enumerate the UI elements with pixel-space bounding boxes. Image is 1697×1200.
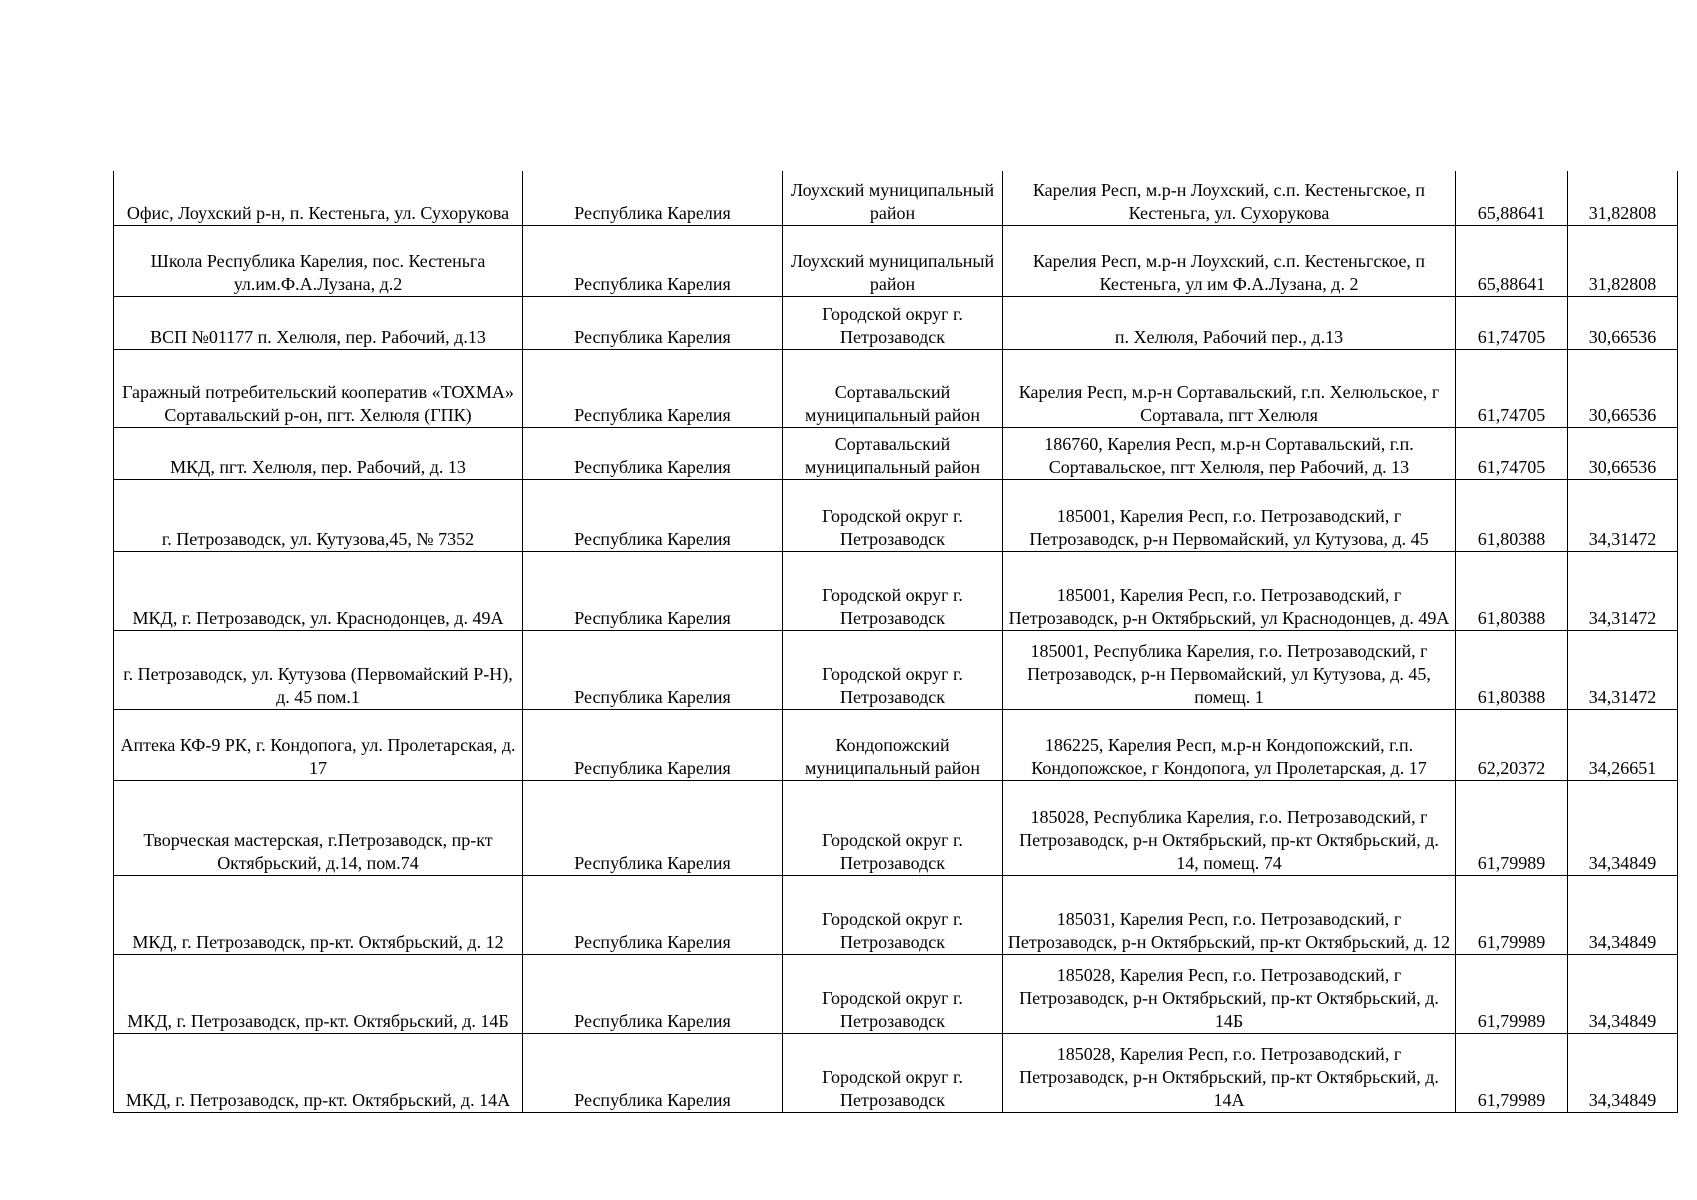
longitude-cell: 34,26651 [1568, 709, 1678, 780]
latitude-cell: 61,74705 [1456, 427, 1568, 479]
object-name-cell: г. Петрозаводск, ул. Кутузова,45, № 7352 [114, 479, 523, 551]
latitude-cell: 61,79989 [1456, 875, 1568, 954]
object-name-cell: Гаражный потребительский кооператив «ТОХМА» Сортавальский р-он, пгт. Хелюля (ГПК) [114, 349, 523, 427]
object-name-cell: МКД, г. Петрозаводск, пр-кт. Октябрьский, д. 12 [114, 875, 523, 954]
object-name-cell: г. Петрозаводск, ул. Кутузова (Первомайский Р-Н), д. 45 пом.1 [114, 630, 523, 709]
object-name-cell: Школа Республика Карелия, пос. Кестеньга ул.им.Ф.А.Лузана, д.2 [114, 225, 523, 296]
table-row [114, 171, 1678, 225]
municipality-cell: Сортавальский муниципальный район [783, 349, 1003, 427]
address-cell: 185028, Республика Карелия, г.о. Петрозаводский, г Петрозаводск, р-н Октябрьский, пр-кт Октябрьский, д. 14, помещ. 74 [1003, 780, 1456, 875]
longitude-cell: 31,82808 [1568, 171, 1678, 225]
latitude-cell: 65,88641 [1456, 171, 1568, 225]
region-cell: Республика Карелия [523, 296, 783, 349]
longitude-cell: 30,66536 [1568, 296, 1678, 349]
municipality-cell: Городской округ г. Петрозаводск [783, 479, 1003, 551]
address-cell: п. Хелюля, Рабочий пер., д.13 [1003, 296, 1456, 349]
municipality-cell: Городской округ г. Петрозаводск [783, 1033, 1003, 1112]
address-cell: 185001, Карелия Респ, г.о. Петрозаводский, г Петрозаводск, р-н Октябрьский, ул Краснодонцев, д. 49А [1003, 551, 1456, 630]
longitude-cell: 34,34849 [1568, 875, 1678, 954]
address-cell: Карелия Респ, м.р-н Сортавальский, г.п. Хелюльское, г Сортавала, пгт Хелюля [1003, 349, 1456, 427]
municipality-cell: Городской округ г. Петрозаводск [783, 630, 1003, 709]
object-name-cell: ВСП №01177 п. Хелюля, пер. Рабочий, д.13 [114, 296, 523, 349]
latitude-cell: 61,79989 [1456, 780, 1568, 875]
municipality-cell: Городской округ г. Петрозаводск [783, 296, 1003, 349]
table-row [114, 709, 1678, 780]
region-cell: Республика Карелия [523, 551, 783, 630]
address-cell: Карелия Респ, м.р-н Лоухский, с.п. Кестеньгское, п Кестеньга, ул им Ф.А.Лузана, д. 2 [1003, 225, 1456, 296]
region-cell: Республика Карелия [523, 630, 783, 709]
object-name-cell: МКД, г. Петрозаводск, ул. Краснодонцев, д. 49А [114, 551, 523, 630]
municipality-cell: Городской округ г. Петрозаводск [783, 954, 1003, 1033]
object-name-cell: МКД, г. Петрозаводск, пр-кт. Октябрьский, д. 14Б [114, 954, 523, 1033]
region-cell: Республика Карелия [523, 954, 783, 1033]
address-cell: 185028, Карелия Респ, г.о. Петрозаводский, г Петрозаводск, р-н Октябрьский, пр-кт Октябрьский, д. 14Б [1003, 954, 1456, 1033]
object-name-cell: МКД, г. Петрозаводск, пр-кт. Октябрьский, д. 14А [114, 1033, 523, 1112]
municipality-cell: Лоухский муниципальный район [783, 225, 1003, 296]
object-name-cell: МКД, пгт. Хелюля, пер. Рабочий, д. 13 [114, 427, 523, 479]
region-cell: Республика Карелия [523, 1033, 783, 1112]
longitude-cell: 34,34849 [1568, 1033, 1678, 1112]
table-row [114, 296, 1678, 349]
object-name-cell: Офис, Лоухский р-н, п. Кестеньга, ул. Сухорукова [114, 171, 523, 225]
table-row [114, 875, 1678, 954]
municipality-cell: Лоухский муниципальный район [783, 171, 1003, 225]
longitude-cell: 30,66536 [1568, 427, 1678, 479]
locations-table [113, 171, 1678, 1113]
region-cell: Республика Карелия [523, 171, 783, 225]
municipality-cell: Сортавальский муниципальный район [783, 427, 1003, 479]
table-row [114, 479, 1678, 551]
region-cell: Республика Карелия [523, 225, 783, 296]
region-cell: Республика Карелия [523, 780, 783, 875]
region-cell: Республика Карелия [523, 427, 783, 479]
table-row [114, 349, 1678, 427]
address-cell: 186225, Карелия Респ, м.р-н Кондопожский, г.п. Кондопожское, г Кондопога, ул Пролетарская, д. 17 [1003, 709, 1456, 780]
longitude-cell: 34,31472 [1568, 551, 1678, 630]
locations-table-body [114, 171, 1678, 1112]
table-row [114, 630, 1678, 709]
latitude-cell: 61,79989 [1456, 954, 1568, 1033]
address-cell: 185001, Карелия Респ, г.о. Петрозаводский, г Петрозаводск, р-н Первомайский, ул Кутузова, д. 45 [1003, 479, 1456, 551]
latitude-cell: 61,79989 [1456, 1033, 1568, 1112]
object-name-cell: Творческая мастерская, г.Петрозаводск, пр-кт Октябрьский, д.14, пом.74 [114, 780, 523, 875]
table-row [114, 551, 1678, 630]
address-cell: 185031, Карелия Респ, г.о. Петрозаводский, г Петрозаводск, р-н Октябрьский, пр-кт Октябрьский, д. 12 [1003, 875, 1456, 954]
longitude-cell: 34,34849 [1568, 780, 1678, 875]
region-cell: Республика Карелия [523, 709, 783, 780]
municipality-cell: Городской округ г. Петрозаводск [783, 875, 1003, 954]
latitude-cell: 65,88641 [1456, 225, 1568, 296]
longitude-cell: 34,31472 [1568, 630, 1678, 709]
latitude-cell: 61,80388 [1456, 479, 1568, 551]
object-name-cell: Аптека КФ-9 РК, г. Кондопога, ул. Пролетарская, д. 17 [114, 709, 523, 780]
longitude-cell: 34,34849 [1568, 954, 1678, 1033]
latitude-cell: 61,80388 [1456, 630, 1568, 709]
longitude-cell: 34,31472 [1568, 479, 1678, 551]
table-row [114, 780, 1678, 875]
address-cell: Карелия Респ, м.р-н Лоухский, с.п. Кестеньгское, п Кестеньга, ул. Сухорукова [1003, 171, 1456, 225]
table-row [114, 427, 1678, 479]
table-row [114, 225, 1678, 296]
longitude-cell: 30,66536 [1568, 349, 1678, 427]
table-row [114, 954, 1678, 1033]
region-cell: Республика Карелия [523, 479, 783, 551]
latitude-cell: 61,80388 [1456, 551, 1568, 630]
address-cell: 186760, Карелия Респ, м.р-н Сортавальский, г.п. Сортавальское, пгт Хелюля, пер Рабочий, д. 13 [1003, 427, 1456, 479]
address-cell: 185028, Карелия Респ, г.о. Петрозаводский, г Петрозаводск, р-н Октябрьский, пр-кт Октябрьский, д. 14А [1003, 1033, 1456, 1112]
municipality-cell: Городской округ г. Петрозаводск [783, 551, 1003, 630]
municipality-cell: Кондопожский муниципальный район [783, 709, 1003, 780]
latitude-cell: 61,74705 [1456, 296, 1568, 349]
longitude-cell: 31,82808 [1568, 225, 1678, 296]
latitude-cell: 62,20372 [1456, 709, 1568, 780]
region-cell: Республика Карелия [523, 349, 783, 427]
latitude-cell: 61,74705 [1456, 349, 1568, 427]
municipality-cell: Городской округ г. Петрозаводск [783, 780, 1003, 875]
table-row [114, 1033, 1678, 1112]
address-cell: 185001, Республика Карелия, г.о. Петрозаводский, г Петрозаводск, р-н Первомайский, ул Кутузова, д. 45, помещ. 1 [1003, 630, 1456, 709]
region-cell: Республика Карелия [523, 875, 783, 954]
